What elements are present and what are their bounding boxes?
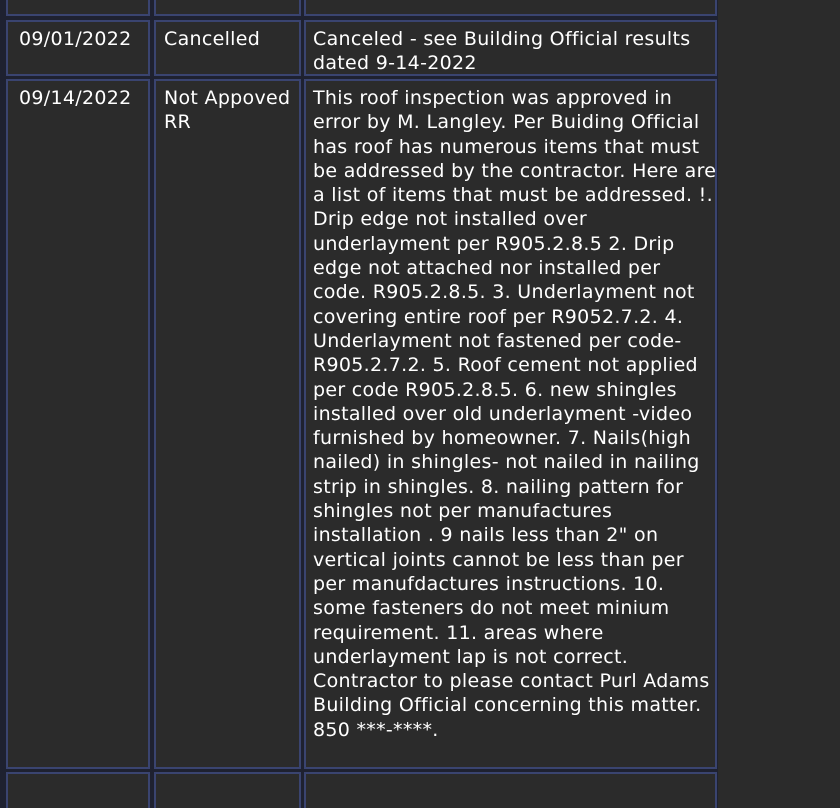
date-text: 09/01/2022 [19, 28, 132, 50]
result-text: Not Appoved RR [164, 87, 291, 134]
table-cell-result [154, 0, 301, 16]
table-cell-date [6, 0, 150, 16]
table-cell-comments [304, 772, 717, 808]
date-text: 09/14/2022 [19, 87, 132, 109]
table-cell-comments [304, 0, 717, 16]
table-cell-result [154, 20, 301, 76]
table-cell-date [6, 20, 150, 76]
table-cell-comments [304, 20, 717, 76]
table-cell-result [154, 772, 301, 808]
result-text: Cancelled [164, 28, 261, 50]
comments-text: Canceled - see Building Official results dated 9-14-2022 [313, 28, 691, 75]
table-cell-date [6, 79, 150, 769]
page-background-right [718, 0, 840, 808]
table-cell-date [6, 772, 150, 808]
table-cell-result [154, 79, 301, 769]
comments-text: This roof inspection was approved in error by M. Langley. Per Buiding Official has roof has numerous items that must be addressed by the contractor. Here are a list of items that must be addressed. !. Drip edge not installed over underlayment per R905.2.8.5 2. Drip edge not attached nor installed per code. R905.2.8.5. 3. Underlayment not covering entire roof per R9052.7.2. 4. Underlayment not fastened per code-R905.2.7.2. 5. Roof cement not applied per code R905.2.8.5. 6. new shingles installed over old underlayment -video furnished by homeowner. 7. Nails(high nailed) in shingles- not nailed in nailing strip in shingles. 8. nailing pattern for shingles not per manufactures installation . 9 nails less than 2" on vertical joints cannot be less than per per manufdactures instructions. 10. some fasteners do not meet minium requirement. 11. areas where underlayment lap is not correct. Contractor to please contact Purl Adams Building Official concerning this matter. 850 ***-****. [313, 87, 717, 741]
table-cell-comments [304, 79, 717, 769]
